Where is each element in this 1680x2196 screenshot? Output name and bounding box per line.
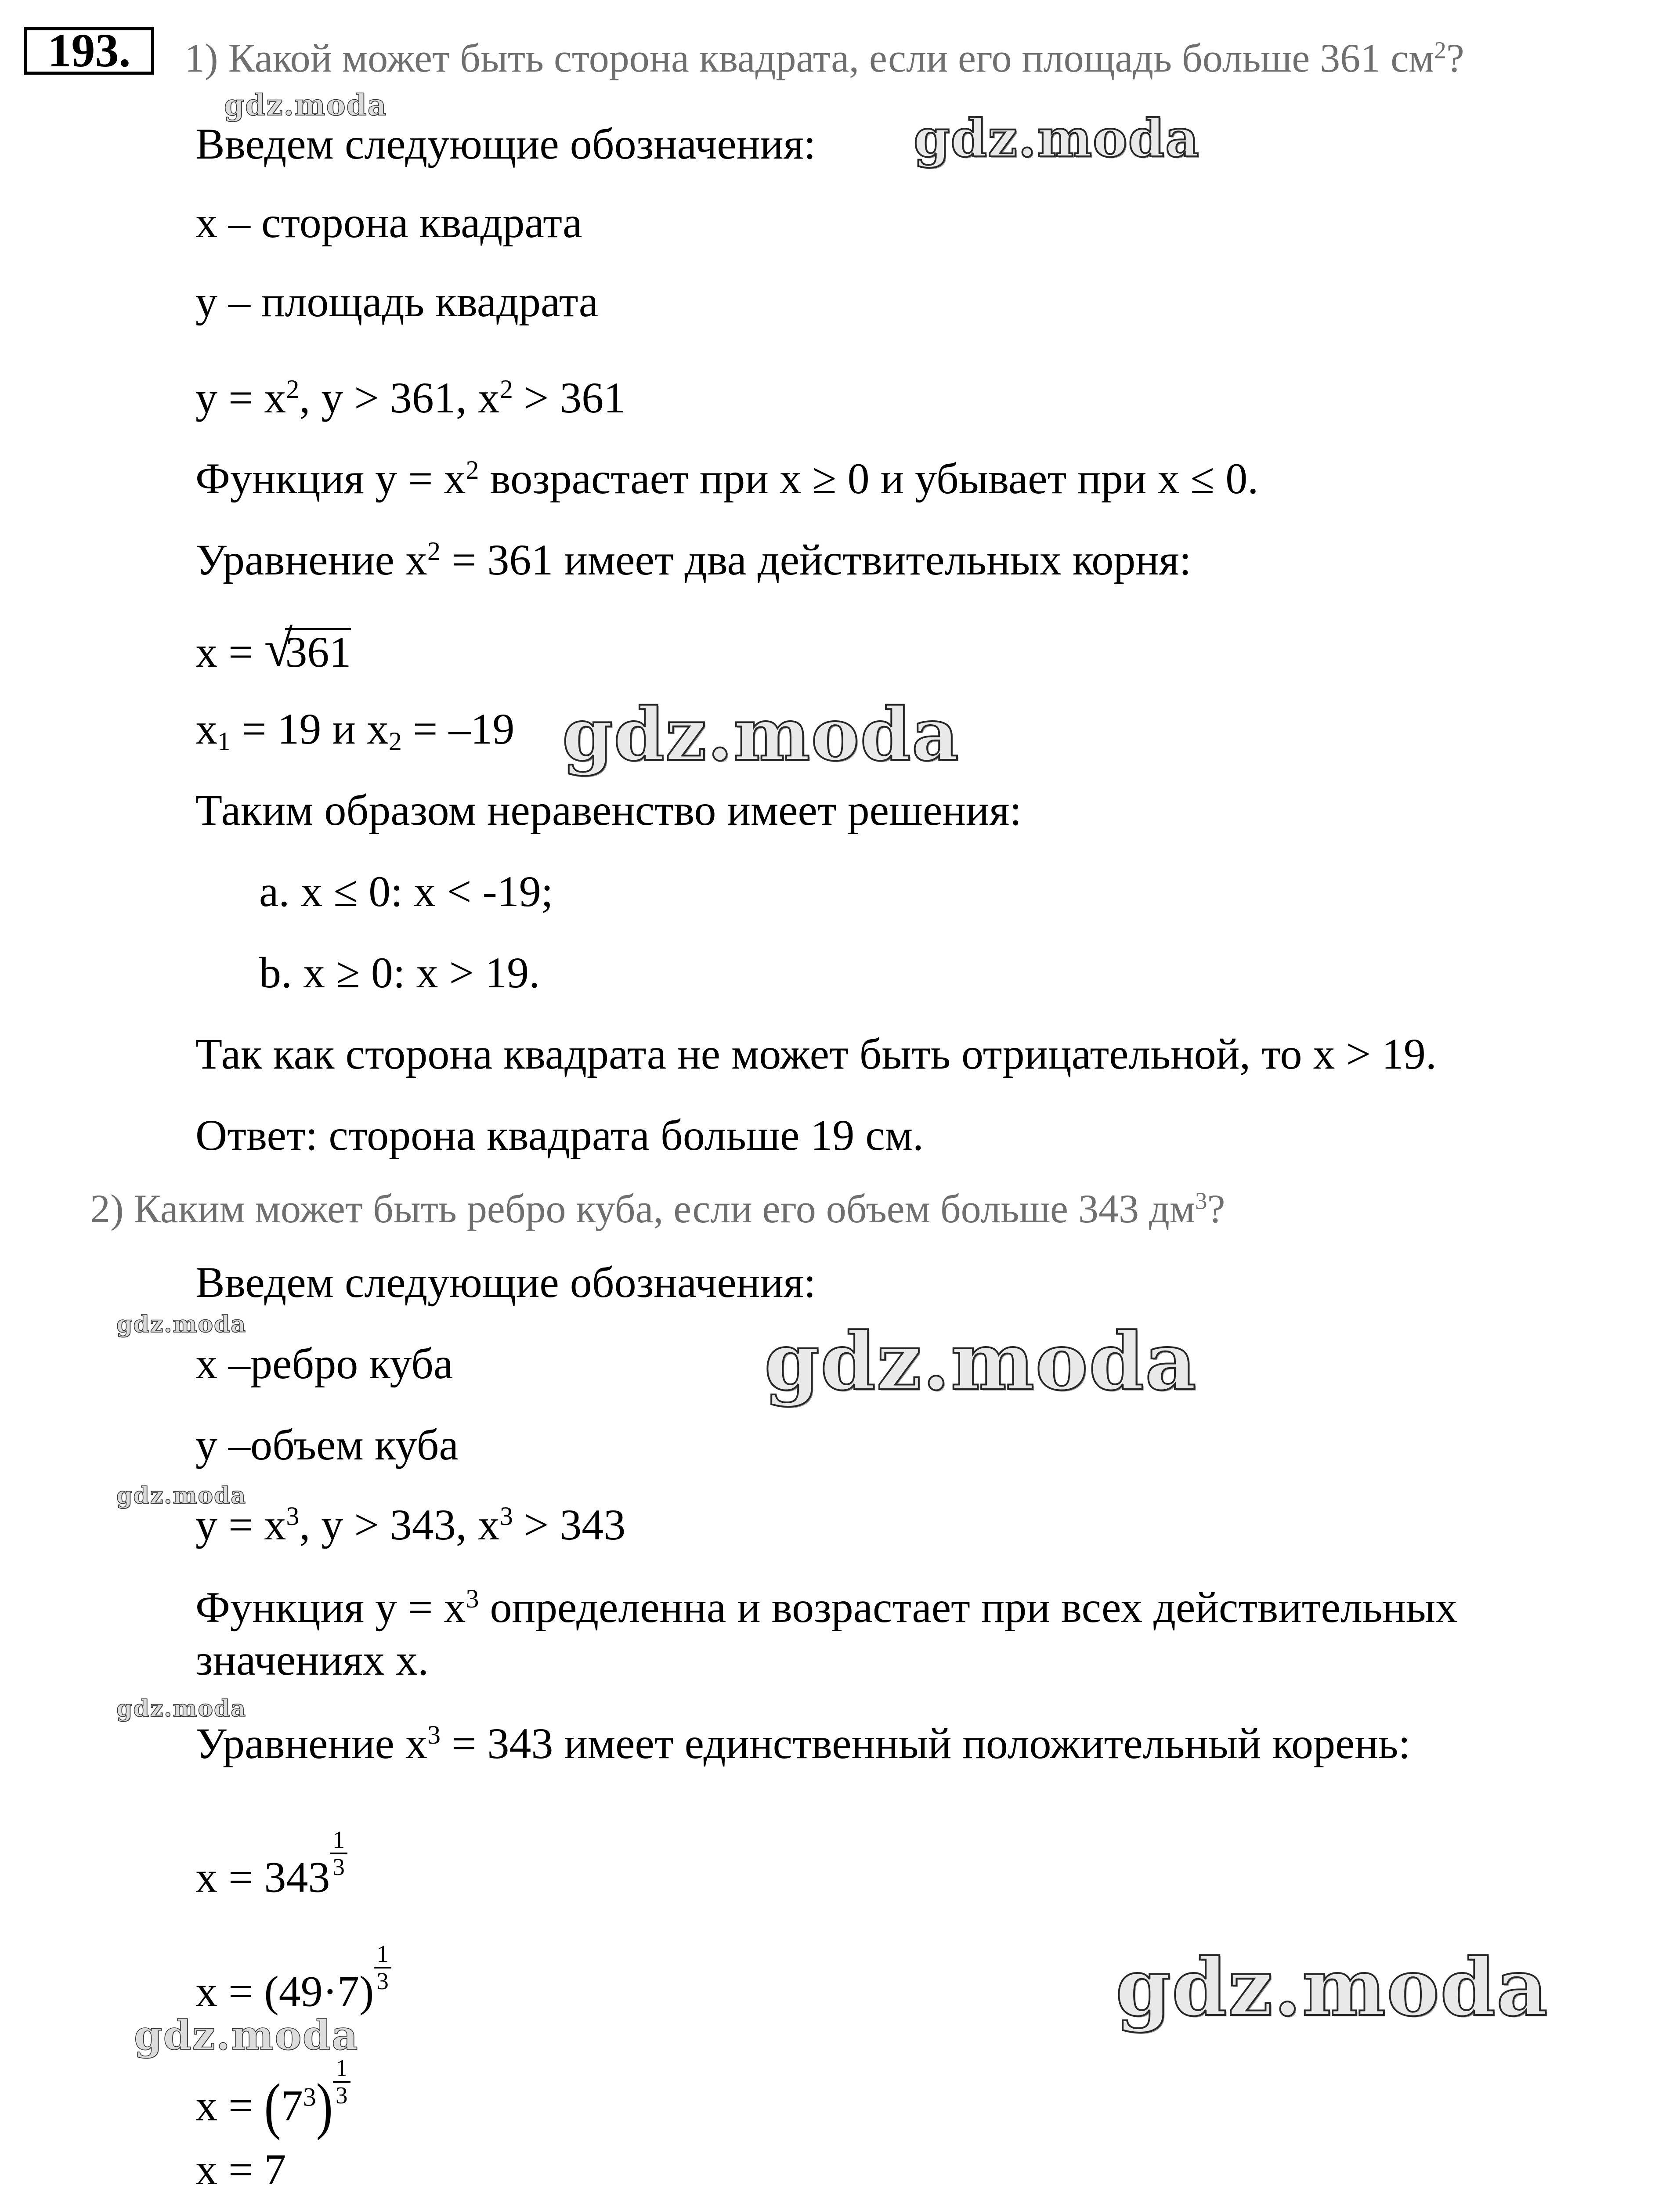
equation-1: Уравнение $x^2 = 361$ имеет два действительных корня: bbox=[195, 535, 1192, 584]
watermark: gdz.moda bbox=[116, 1311, 247, 1338]
sqrt-symbol: √ 361 bbox=[264, 620, 351, 677]
roots-1: $x_1 = 19$ и $x_2 = -19$ bbox=[195, 704, 515, 756]
function-statement-2: Функция $y = x^3$ определенна и возрастает при всех действительных bbox=[195, 1583, 1458, 1632]
exponent-fraction: $\frac{1}{3}$ bbox=[333, 2055, 350, 2108]
watermark: gdz.moda bbox=[1116, 1941, 1549, 2034]
exponent-fraction: $\frac{1}{3}$ bbox=[374, 1941, 391, 1994]
watermark: gdz.moda bbox=[914, 108, 1200, 169]
watermark: gdz.moda bbox=[224, 88, 387, 122]
exponent-fraction: $\frac{1}{3}$ bbox=[330, 1827, 347, 1880]
intro-2: Введем следующие обозначения: bbox=[195, 1258, 816, 1307]
question-2: 2) Каким может быть ребро куба, если его объем больше 343 $дм^3$? bbox=[90, 1186, 1225, 1231]
function-statement-1: Функция $y = x^2$ возрастает при x ≥ 0 и убывает при x ≤ 0. bbox=[195, 454, 1259, 503]
watermark: gdz.moda bbox=[562, 692, 960, 777]
step-2: x = (49·7) $\frac{1}{3}$ bbox=[195, 1941, 391, 2018]
case-b: b. x ≥ 0: x > 19. bbox=[259, 948, 540, 997]
relation-2: $y = x^3$, y > 343, $x^3 > 343$ bbox=[195, 1500, 626, 1549]
root-expression-1: x = √ 361 bbox=[195, 626, 351, 679]
step-1: x = 343 $\frac{1}{3}$ bbox=[195, 1827, 347, 1903]
definition-x-1: x – сторона квадрата bbox=[195, 198, 582, 247]
answer-1: Ответ: сторона квадрата больше 19 см. bbox=[195, 1111, 924, 1159]
case-a: a. x ≤ 0: x < -19; bbox=[259, 867, 553, 916]
thus-1: Таким образом неравенство имеет решения: bbox=[195, 786, 1022, 834]
definition-y-1: y – площадь квадрата bbox=[195, 277, 599, 326]
step-3: $x = (7^3)$ $\frac{1}{3}$ bbox=[195, 2055, 350, 2132]
intro-1: Введем следующие обозначения: bbox=[195, 119, 816, 168]
problem-number: 193. bbox=[24, 27, 154, 75]
definition-x-2: x –ребро куба bbox=[195, 1339, 453, 1388]
equation-2: Уравнение $x^3 = 343$ имеет единственный положительный корень: bbox=[195, 1719, 1411, 1768]
result-2: x = 7 bbox=[195, 2145, 286, 2194]
watermark: gdz.moda bbox=[134, 2012, 359, 2059]
watermark: gdz.moda bbox=[116, 1695, 247, 1722]
relation-1: $y = x^2$, y > 361, $x^2 > 361$ bbox=[195, 373, 626, 422]
since-1: Так как сторона квадрата не может быть отрицательной, то x > 19. bbox=[195, 1029, 1437, 1078]
watermark: gdz.moda bbox=[116, 1482, 247, 1509]
definition-y-2: y –объем куба bbox=[195, 1420, 459, 1469]
question-1: 1) Какой может быть сторона квадрата, если его площадь больше 361 $см^2$? bbox=[184, 36, 1464, 80]
function-statement-2-cont: значениях x. bbox=[195, 1636, 429, 1684]
watermark: gdz.moda bbox=[764, 1315, 1197, 1408]
